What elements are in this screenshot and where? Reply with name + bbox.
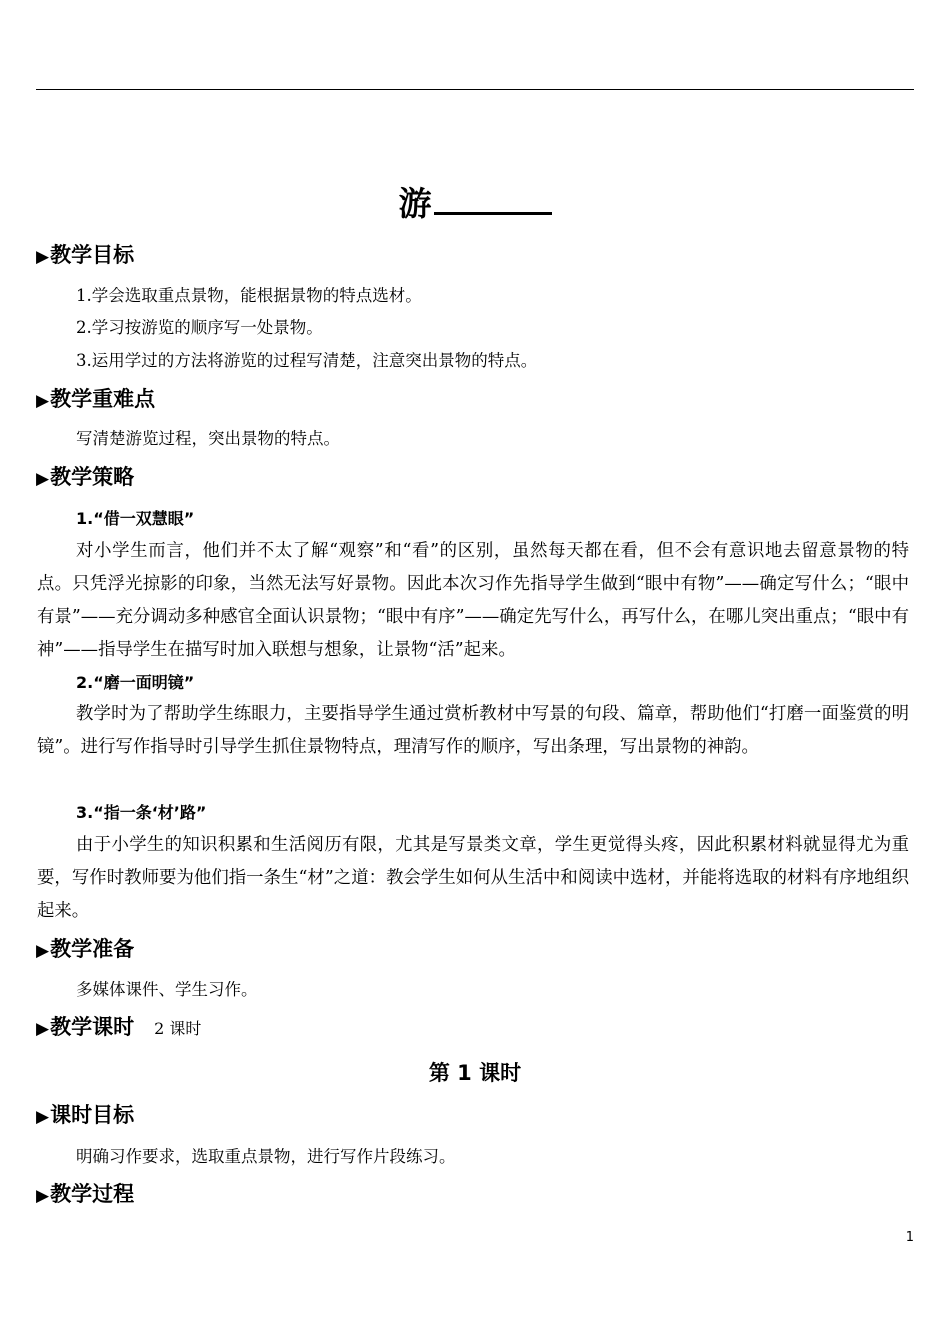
heading-strategy: ▶教学策略 <box>36 465 135 489</box>
heading-periods: ▶教学课时 2 课时 <box>36 1015 202 1039</box>
goal-item: 2.学习按游览的顺序写一处景物。 <box>76 318 323 337</box>
strategy-item-title: 1.“借一双慧眼” <box>76 509 195 528</box>
triangle-bullet-icon: ▶ <box>36 1186 50 1206</box>
heading-lesson-objective: ▶课时目标 <box>36 1103 135 1127</box>
page-number: 1 <box>905 1230 914 1245</box>
triangle-bullet-icon: ▶ <box>36 941 50 961</box>
goal-item: 3.运用学过的方法将游览的过程写清楚，注意突出景物的特点。 <box>76 351 538 370</box>
triangle-bullet-icon: ▶ <box>36 247 50 267</box>
strategy-item-title: 3.“指一条‘材’路” <box>76 803 207 822</box>
title-text: 游 <box>398 184 432 223</box>
heading-preparation: ▶教学准备 <box>36 937 135 961</box>
preparation-text: 多媒体课件、学生习作。 <box>76 980 258 999</box>
title-blank <box>434 178 552 215</box>
triangle-bullet-icon: ▶ <box>36 1107 50 1127</box>
heading-key-points: ▶教学重难点 <box>36 387 156 411</box>
lesson-title: 第 1 课时 <box>428 1061 522 1085</box>
strategy-item-text: 教学时为了帮助学生练眼力，主要指导学生通过赏析教材中写景的句段、篇章，帮助他们“打磨一面鉴赏的明镜”。进行写作指导时引导学生抓住景物特点，理清写作的顺序，写出条理，写出景物的神韵。 <box>37 704 909 757</box>
periods-value: 2 课时 <box>154 1019 202 1038</box>
lesson-objective-text: 明确习作要求，选取重点景物，进行写作片段练习。 <box>76 1147 456 1166</box>
goal-item: 1.学会选取重点景物，能根据景物的特点选材。 <box>76 286 422 305</box>
header-rule <box>36 89 914 90</box>
triangle-bullet-icon: ▶ <box>36 1019 50 1039</box>
triangle-bullet-icon: ▶ <box>36 391 50 411</box>
strategy-item-title: 2.“磨一面明镜” <box>76 673 195 692</box>
triangle-bullet-icon: ▶ <box>36 469 50 489</box>
heading-goals: ▶教学目标 <box>36 243 135 267</box>
heading-process: ▶教学过程 <box>36 1182 135 1206</box>
strategy-item-text: 对小学生而言，他们并不太了解“观察”和“看”的区别，虽然每天都在看，但不会有意识地去留意景物的特点。只凭浮光掠影的印象，当然无法写好景物。因此本次习作先指导学生做到“眼中有物”——确定写什么；“眼中有景”——充分调动多种感官全面认识景物；“眼中有序”——确定先写什么，再写什么，在哪儿突出重点；“眼中有神”——指导学生在描写时加入联想与想象，让景物“活”起来。 <box>37 541 909 660</box>
document-title <box>0 178 950 229</box>
strategy-item-text: 由于小学生的知识积累和生活阅历有限，尤其是写景类文章，学生更觉得头疼，因此积累材料就显得尤为重要，写作时教师要为他们指一条生“材”之道：教会学生如何从生活中和阅读中选材，并能将选取的材料有序地组织起来。 <box>37 835 909 921</box>
key-points-text: 写清楚游览过程，突出景物的特点。 <box>76 429 340 448</box>
